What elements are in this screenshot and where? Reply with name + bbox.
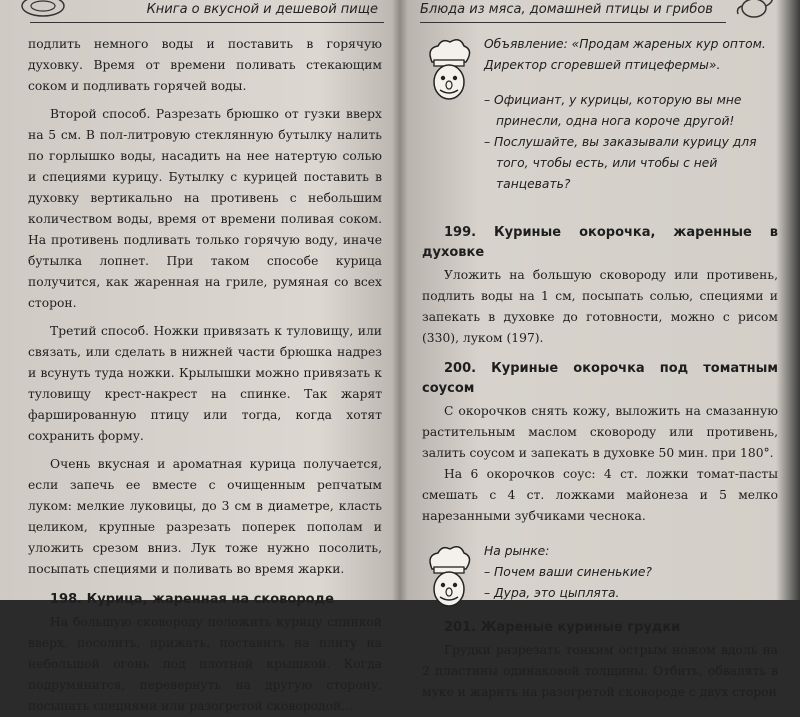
recipe-201-text: Грудки разрезать тонким острым ножом вдоль на 2 пластины одинаковой толщины. Отбить, обвалять в муке и жарить на разогретой сковороде с двух сторон [422, 643, 778, 699]
left-page [0, 0, 398, 713]
joke-line: На рынке: [484, 544, 550, 558]
teapot-ornament-icon [732, 0, 778, 20]
paragraph: Третий способ. Ножки привязать к туловищу, или связать, или сделать в нижней части брюшка надрез и всунуть туда ножки. Крылышки можно привязать к туловищу крест-накрест на спинке. Так жарят фаршированную птицу или тогда, когда хотят сохранить форму. [28, 324, 382, 443]
paragraph: подлить немного воды и поставить в горячую духовку. Время от времени поливать стекающим соком и подливать горячей воды. [28, 37, 382, 93]
joke-box-2 [422, 541, 778, 604]
running-head-left: Книга о вкусной и дешевой пище [30, 0, 384, 23]
chef-face-icon [422, 36, 474, 108]
paragraph: Очень вкусная и ароматная курица получается, если запечь ее вместе с очищенным репчатым луком: мелкие луковицы, до 3 см в диаметре, класть целиком, крупные разрезать поперек пополам и уложить срезом вниз. Лук тоже нужно посолить, посыпать специями и поливать во время жарки. [28, 457, 382, 576]
joke-line: – Официант, у курицы, которую вы мне принесли, одна нога короче другой! [484, 93, 742, 128]
right-page [402, 0, 782, 699]
recipe-199-text: Уложить на большую сковороду или противень, подлить воды на 1 см, посыпать солью, специями и запекать в духовке до готовности, можно с рисом (330), луком (197). [422, 268, 778, 345]
chef-face-icon [422, 543, 474, 615]
recipe-198-title: 198. Курица, жаренная на сковороде [50, 592, 334, 607]
joke-box-1 [422, 34, 778, 195]
recipe-199-title: 199. Куриные окорочка, жаренные в духовке [422, 225, 778, 260]
recipe-201-title: 201. Жареные куриные грудки [444, 620, 681, 635]
running-head-right: Блюда из мяса, домашней птицы и грибов [420, 0, 726, 23]
recipe-200-title: 200. Куриные окорочка под томатным соусом [422, 361, 778, 396]
joke-line: – Почем ваши синенькие? [484, 565, 652, 579]
left-text-block [28, 34, 382, 717]
joke-line: Объявление: «Продам жареных кур оптом. Директор сгоревшей птицефермы». [484, 37, 766, 72]
recipe-198-text: На большую сковороду положить курицу спинкой вверх, посолить, прижать, поставить на плиту на небольшой огонь под плотной крышкой. Когда подрумянится, перевернуть на другую сторону, посыпать специями или разогретой сковородой... [28, 615, 382, 713]
recipe-200-text-2: На 6 окорочков соус: 4 ст. ложки томат-пасты смешать с 4 ст. ложками майонеза и 5 мелко нарезанными зубчиками чеснока. [422, 467, 778, 523]
joke-line: – Послушайте, вы заказывали курицу для того, чтобы есть, или чтобы с ней танцевать? [484, 135, 757, 191]
right-text-block [422, 34, 778, 703]
paragraph: Второй способ. Разрезать брюшко от гузки вверх на 5 см. В пол-литровую стеклянную бутылку налить по горлышко воды, насадить на нее натертую солью и специями курицу. Бутылку с курицей поставить в духовку вертикально на противень с небольшим количеством воды, время от времени поливая соком. На противень подливать только горячую воду, иначе бутылка лопнет. При таком способе курица получится, как жаренная на гриле, румяная со всех сторон. [28, 107, 382, 310]
recipe-200-text-1: С окорочков снять кожу, выложить на смазанную растительным маслом сковороду или противень, залить соусом и запекать в духовке 50 мин. при 180°. [422, 404, 778, 460]
joke-line: – Дура, это цыплята. [484, 586, 620, 600]
